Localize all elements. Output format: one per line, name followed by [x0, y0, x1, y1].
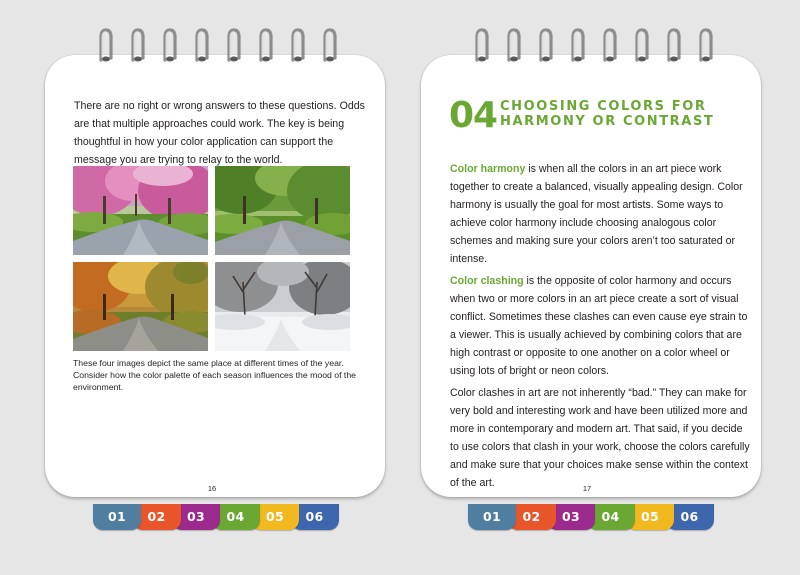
spiral-ring: [633, 28, 649, 64]
section-tab-04[interactable]: 04: [212, 504, 260, 530]
spiral-binding: [45, 28, 385, 70]
spiral-ring: [257, 28, 273, 64]
spiral-ring: [537, 28, 553, 64]
section-tab-01[interactable]: 01: [468, 504, 516, 530]
spring-photo: [73, 166, 208, 255]
color-clashing-term: Color clashing: [450, 275, 524, 287]
winter-photo: [215, 262, 350, 351]
autumn-photo: [73, 262, 208, 351]
season-photo-grid: [73, 166, 350, 351]
color-harmony-term: Color harmony: [450, 163, 526, 175]
spiral-ring: [161, 28, 177, 64]
chapter-body: [450, 160, 750, 496]
section-tab-06[interactable]: 06: [666, 504, 714, 530]
summer-photo: [215, 166, 350, 255]
left-page: [45, 55, 385, 497]
section-tab-04[interactable]: 04: [587, 504, 635, 530]
photo-caption: These four images depict the same place at different times of the year. Consider how the color palette of each season influences the mood of the environment.: [73, 358, 357, 392]
spiral-ring: [321, 28, 337, 64]
spiral-ring: [697, 28, 713, 64]
spiral-binding: [421, 28, 761, 70]
color-clashing-text: is the opposite of color harmony and occurs when two or more colors in an art piece create a sort of visual conflict. Sometimes these clashes can even cause eye strain to a viewer. This is usually achieved by combining colors that are high contrast or opposite to one another on a color wheel or using lots of bright or neon colors.: [450, 275, 748, 377]
spiral-ring: [569, 28, 585, 64]
color-clashes-paragraph: Color clashes in art are not inherently “bad.” They can make for very bold and interesting work and have been utilized more and more in contemporary and modern art. That said, if you decide to use colors that clash in your work, choose the colors carefully and make sure that your choices make sense within the context of the art.: [450, 387, 750, 489]
color-clashing-paragraph: [450, 272, 750, 380]
chapter-title-line-2: HARMONY OR CONTRAST: [500, 114, 715, 129]
section-tab-02[interactable]: 02: [508, 504, 556, 530]
color-harmony-text: is when all the colors in an art piece work together to create a balanced, visually appealing design. Color harmony is usually the goal for most artists. Some ways to achieve color harmony include choosing analogous color schemes and making sure your colors aren’t too saturated or intense.: [450, 163, 743, 265]
page-number: 16: [207, 484, 217, 493]
section-tab-01[interactable]: 01: [93, 504, 141, 530]
chapter-title-line-1: CHOOSING COLORS FOR: [500, 99, 707, 114]
right-page: [421, 55, 761, 497]
spiral-ring: [97, 28, 113, 64]
spiral-ring: [505, 28, 521, 64]
section-tab-06[interactable]: 06: [291, 504, 339, 530]
chapter-number: 04: [449, 95, 498, 136]
section-tabs: [468, 504, 720, 530]
page-number: 17: [582, 484, 592, 493]
spiral-ring: [665, 28, 681, 64]
spiral-ring: [473, 28, 489, 64]
chapter-title: [500, 99, 750, 129]
spiral-ring: [225, 28, 241, 64]
section-tab-03[interactable]: 03: [172, 504, 220, 530]
section-tab-05[interactable]: 05: [626, 504, 674, 530]
spiral-ring: [601, 28, 617, 64]
spiral-ring: [193, 28, 209, 64]
section-tabs: [93, 504, 345, 530]
intro-paragraph: There are no right or wrong answers to these questions. Odds are that multiple approaches could work. The key is being thoughtful in how your color application can support the message you are trying to relay to the world.: [74, 100, 365, 166]
section-tab-02[interactable]: 02: [133, 504, 181, 530]
section-tab-03[interactable]: 03: [547, 504, 595, 530]
section-tab-05[interactable]: 05: [251, 504, 299, 530]
spiral-ring: [289, 28, 305, 64]
spiral-ring: [129, 28, 145, 64]
color-harmony-paragraph: [450, 160, 750, 268]
